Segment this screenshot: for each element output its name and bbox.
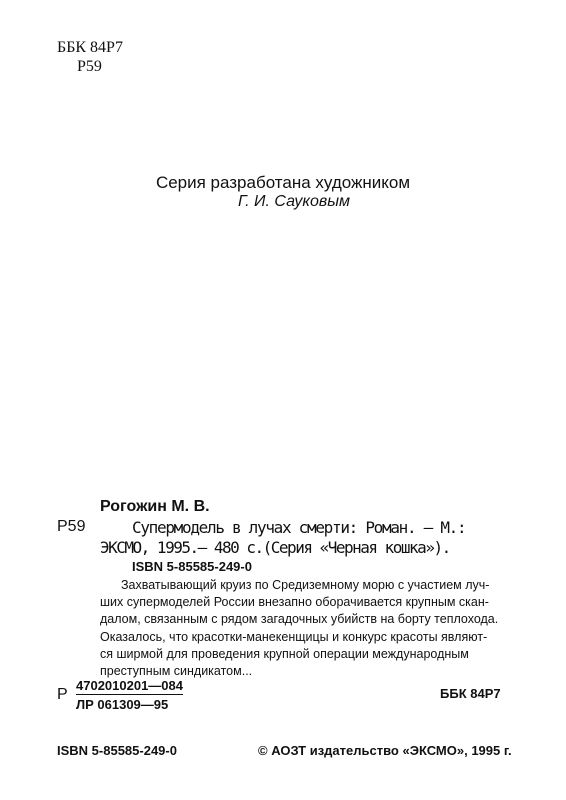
series-credit: Серия разработана художником bbox=[155, 173, 411, 192]
catalog-author-mark: Р59 bbox=[57, 518, 86, 535]
bibliographic-line-2: ЭКСМО, 1995.— 480 с.(Серия «Черная кошка»). bbox=[100, 538, 450, 557]
annotation-line: далом, связанным с рядом загадочных убийств на борту теплохода. bbox=[100, 612, 499, 627]
annotation-line: ся ширмой для проведения крупной операции международным bbox=[100, 646, 469, 661]
author-mark-top: Р59 bbox=[77, 58, 102, 75]
bbk-code-bottom: ББК 84Р7 bbox=[440, 686, 501, 701]
annotation-line: преступным синдикатом... bbox=[100, 664, 253, 679]
bibliographic-line-1: Супермодель в лучах смерти: Роман. — М.: bbox=[132, 518, 466, 537]
annotation-line: Захватывающий круиз по Средиземному морю с участием луч- bbox=[121, 578, 490, 592]
series-artist: Г. И. Сауковым bbox=[238, 193, 350, 210]
license-number: ЛР 061309—95 bbox=[76, 697, 169, 712]
annotation bbox=[100, 577, 505, 680]
classification-prefix: Р bbox=[57, 686, 68, 703]
catalog-author: Рогожин М. В. bbox=[100, 498, 210, 515]
bbk-code-top: ББК 84Р7 bbox=[57, 39, 123, 56]
copyright-notice: © АОЗТ издательство «ЭКСМО», 1995 г. bbox=[258, 743, 512, 758]
catalog-isbn: ISBN 5-85585-249-0 bbox=[132, 559, 252, 574]
classification-code-block bbox=[76, 678, 183, 712]
classification-number: 4702010201—084 bbox=[76, 678, 183, 693]
footer-isbn: ISBN 5-85585-249-0 bbox=[57, 743, 177, 758]
annotation-line: ших супермоделей России внезапно оборачивается крупным скан- bbox=[100, 595, 489, 610]
annotation-line: Оказалось, что красотки-манекенщицы и конкурс красоты являют- bbox=[100, 629, 488, 644]
